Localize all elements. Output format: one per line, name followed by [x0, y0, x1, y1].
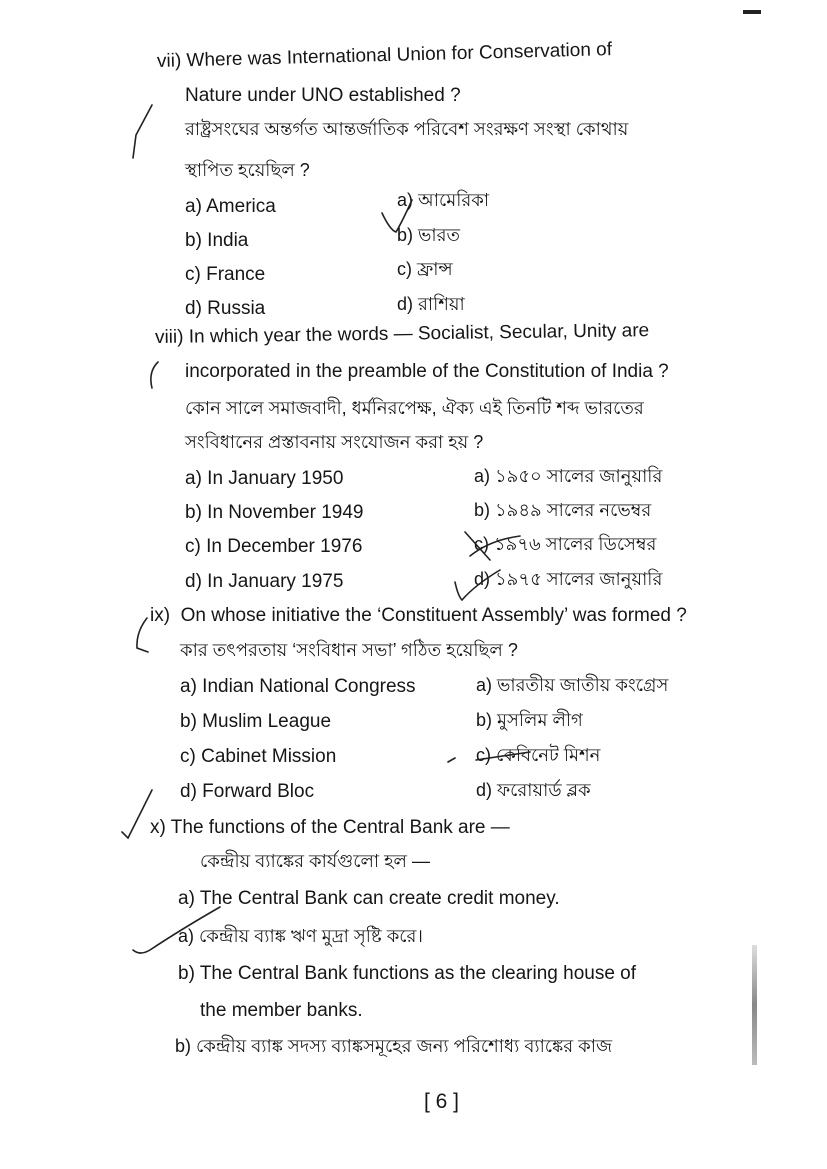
- option-bn: d) ১৯৭৫ সালের জানুয়ারি: [474, 569, 663, 589]
- option-bn: d) রাশিয়া: [397, 294, 465, 314]
- option-en: a) In January 1950: [185, 468, 344, 489]
- margin-bracket-mark: [151, 362, 158, 388]
- statement-en: b) The Central Bank functions as the clearing house of: [178, 963, 637, 984]
- option-bn: a) ভারতীয় জাতীয় কংগ্রেস: [476, 675, 669, 695]
- option-bn: a) ১৯৫০ সালের জানুয়ারি: [474, 466, 663, 486]
- option-bn: b) ১৯৪৯ সালের নভেম্বর: [474, 500, 652, 520]
- question-text-en: Where was International Union for Conservation of: [186, 39, 613, 72]
- check-mark-icon: [382, 200, 412, 232]
- question-text-en: On whose initiative the ‘Constituent Assembly’ was formed ?: [180, 605, 687, 626]
- question-text-en: The functions of the Central Bank are —: [170, 817, 510, 838]
- option-bn: c) ১৯৭৬ সালের ডিসেম্বর: [474, 534, 657, 554]
- question-text-bn: স্থাপিত হয়েছিল ?: [185, 160, 310, 180]
- strike-mark: [465, 532, 520, 560]
- option-en: a) America: [185, 196, 276, 217]
- question-text-bn: কোন সালে সমাজবাদী, ধর্মনিরপেক্ষ, ঐক্য এই তিনটি শব্দ ভারতের: [185, 398, 644, 418]
- question-text-bn: কেন্দ্রীয় ব্যাঙ্কের কার্যগুলো হল —: [200, 851, 430, 871]
- option-en: b) In November 1949: [185, 502, 364, 523]
- question-number: x): [150, 817, 166, 838]
- question-text-en: Nature under UNO established ?: [185, 85, 461, 106]
- option-bn: b) মুসলিম লীগ: [476, 710, 583, 730]
- option-en: b) Muslim League: [180, 711, 332, 732]
- statement-en: the member banks.: [200, 1000, 363, 1021]
- option-en: c) France: [185, 264, 266, 285]
- option-bn: c) ফ্রান্স: [397, 259, 453, 279]
- statement-en: a) The Central Bank can create credit money.: [178, 888, 560, 909]
- margin-bracket-mark: [137, 618, 148, 652]
- option-en: d) Russia: [185, 298, 266, 319]
- check-mark-icon: [455, 570, 500, 600]
- option-bn: a) আমেরিকা: [397, 190, 490, 210]
- option-en: d) In January 1975: [185, 571, 344, 592]
- question-text-bn: কার তৎপরতায় ‘সংবিধান সভা’ গঠিত হয়েছিল ?: [180, 640, 518, 660]
- question-number: viii): [154, 326, 184, 348]
- margin-slash-mark: [122, 790, 152, 838]
- question-number: ix): [150, 605, 171, 626]
- option-en: a) Indian National Congress: [180, 676, 416, 697]
- option-en: b) India: [185, 230, 249, 251]
- question-text-en: In which year the words — Socialist, Secular, Unity are: [188, 320, 650, 348]
- statement-bn: a) কেন্দ্রীয় ব্যাঙ্ক ঋণ মুদ্রা সৃষ্টি করে।: [178, 926, 423, 946]
- option-bn: b) ভারত: [397, 225, 461, 245]
- margin-tick-mark: [133, 105, 152, 158]
- question-text-bn: সংবিধানের প্রস্তাবনায় সংযোজন করা হয় ?: [185, 432, 484, 452]
- statement-bn: b) কেন্দ্রীয় ব্যাঙ্ক সদস্য ব্যাঙ্কসমূহের জন্য পরিশোধ্য ব্যাঙ্কের কাজ: [175, 1036, 613, 1056]
- strike-mark: [448, 752, 530, 762]
- option-bn: d) ফরোয়ার্ড ব্লক: [476, 780, 591, 800]
- question-number: vii): [156, 50, 182, 72]
- option-en: c) In December 1976: [185, 536, 363, 557]
- option-en: c) Cabinet Mission: [180, 746, 337, 767]
- question-text-bn: রাষ্ট্রসংঘের অন্তর্গত আন্তর্জাতিক পরিবেশ সংরক্ষণ সংস্থা কোথায়: [185, 119, 629, 139]
- option-en: d) Forward Bloc: [180, 781, 315, 802]
- option-bn: c) কেবিনেট মিশন: [476, 745, 601, 765]
- question-text-en: incorporated in the preamble of the Constitution of India ?: [185, 361, 669, 382]
- page-number: [ 6 ]: [424, 1090, 460, 1113]
- check-mark-icon: [133, 907, 220, 953]
